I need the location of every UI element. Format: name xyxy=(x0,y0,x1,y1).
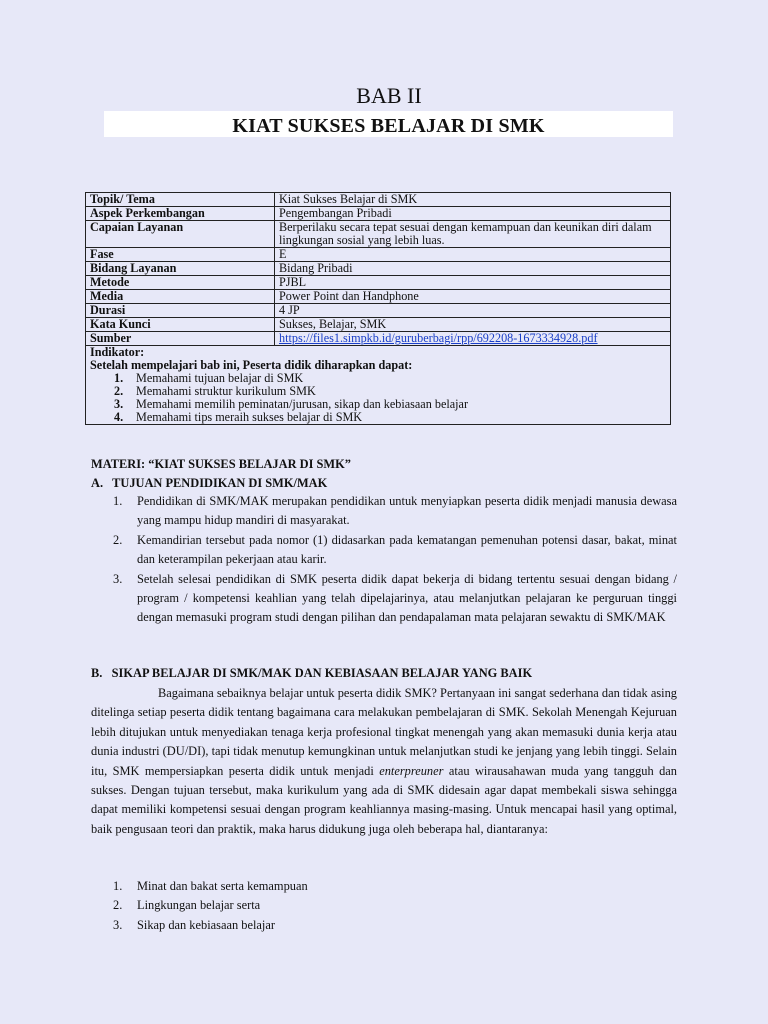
chapter-label: BAB II xyxy=(356,83,422,108)
source-link[interactable]: https://files1.simpkb.id/guruberbagi/rpp/692208-1673334928.pdf xyxy=(279,331,598,345)
materi-title: MATERI: “KIAT SUKSES BELAJAR DI SMK” xyxy=(91,457,351,471)
list-number: 4. xyxy=(114,410,124,424)
table-row xyxy=(86,207,671,221)
list-item xyxy=(91,492,677,531)
table-value: Berperilaku secara tepat sesuai dengan kemampuan dan keunikan diri dalam lingkungan sosial yang lebih luas. xyxy=(275,221,671,248)
list-text: Memahami tips meraih sukses belajar di SMK xyxy=(136,410,363,424)
table-row xyxy=(86,304,671,318)
list-text: Memahami memilih peminatan/jurusan, sikap dan kebiasaan belajar xyxy=(136,397,469,411)
section-b-heading: B. SIKAP BELAJAR DI SMK/MAK DAN KEBIASAAN BELAJAR YANG BAIK xyxy=(91,666,533,680)
info-table xyxy=(85,192,671,425)
table-row xyxy=(86,221,671,248)
list-number: 1. xyxy=(114,371,124,385)
table-value: Pengembangan Pribadi xyxy=(275,207,671,221)
table-value: Sukses, Belajar, SMK xyxy=(275,318,671,332)
table-row xyxy=(86,193,671,207)
table-key: Kata Kunci xyxy=(86,318,275,332)
paragraph-italic: enterpreuner xyxy=(379,763,444,778)
section-a-heading: A. TUJUAN PENDIDIKAN DI SMK/MAK xyxy=(91,476,328,490)
list-item xyxy=(91,896,677,915)
list-number: 1. xyxy=(113,494,123,508)
indikator-list xyxy=(90,372,666,424)
table-row xyxy=(86,276,671,290)
table-key: Durasi xyxy=(86,304,275,318)
list-number: 3. xyxy=(113,571,123,586)
list-item xyxy=(90,411,666,424)
section-b-paragraph xyxy=(91,684,677,839)
list-text: Lingkungan belajar serta xyxy=(137,898,261,913)
table-key: Sumber xyxy=(86,332,275,346)
section-a-list xyxy=(91,492,677,628)
table-row xyxy=(86,332,671,346)
list-number: 3. xyxy=(113,917,123,932)
table-key: Metode xyxy=(86,276,275,290)
table-value: Bidang Pribadi xyxy=(275,262,671,276)
chapter-title: KIAT SUKSES BELAJAR DI SMK xyxy=(104,111,673,137)
list-text: Memahami struktur kurikulum SMK xyxy=(136,384,316,398)
paragraph-text: Bagaimana sebaiknya belajar untuk peserta didik SMK? Pertanyaan ini sangat sederhana dan tidak asing ditelinga setiap peserta didik tentang bagaimana cara melakukan pembelajaran di SMK. Sekolah Menengah Kejuruan lebih ditujukan untuk menyediakan tenaga kerja profesional tingkat menengah yang akan memasuki dunia kerja atau dunia industri (DU/DI), tapi tidak menutup kemungkinan untuk melanjutkan studi ke jenjang yang lebih tinggi. Selain itu, SMK mempersiapkan peserta didik untuk menjadi xyxy=(91,686,677,778)
paragraph-text: atau wirausahawan muda yang tangguh dan sukses. Dengan tujuan tersebut, maka kurikulum yang ada di SMK didesain agar dapat membekali siswa sehingga dapat memiliki kompetensi sesuai dengan program keahliannya masing-masing. Untuk mencapai hasil yang optimal, baik pengusaan teori dan praktik, maka harus didukung juga oleh beberapa hal, diantaranya: xyxy=(91,763,677,836)
list-number: 2. xyxy=(114,384,124,398)
list-item xyxy=(91,916,677,935)
table-key: Media xyxy=(86,290,275,304)
indikator-cell xyxy=(86,346,671,425)
section-b-list xyxy=(91,877,677,935)
table-value: 4 JP xyxy=(275,304,671,318)
list-number: 1. xyxy=(113,879,123,893)
table-key: Bidang Layanan xyxy=(86,262,275,276)
table-row xyxy=(86,262,671,276)
indikator-label: Indikator: xyxy=(90,345,145,359)
table-row xyxy=(86,248,671,262)
list-number: 2. xyxy=(113,898,123,913)
table-key: Fase xyxy=(86,248,275,262)
indikator-intro: Setelah mempelajari bab ini, Peserta didik diharapkan dapat: xyxy=(90,358,413,372)
table-value xyxy=(275,332,671,346)
table-value: E xyxy=(275,248,671,262)
list-item xyxy=(91,877,677,896)
table-row xyxy=(86,318,671,332)
table-row xyxy=(86,290,671,304)
list-text: Sikap dan kebiasaan belajar xyxy=(137,917,275,932)
list-number: 3. xyxy=(114,397,124,411)
list-text: Minat dan bakat serta kemampuan xyxy=(137,879,308,893)
list-text: Kemandirian tersebut pada nomor (1) didasarkan pada kematangan pemenuhan potensi dasar, bakat, minat dan keterampilan pekerjaan atau karir. xyxy=(137,532,677,567)
list-number: 2. xyxy=(113,532,123,547)
list-text: Memahami tujuan belajar di SMK xyxy=(136,371,304,385)
table-key: Capaian Layanan xyxy=(86,221,275,248)
list-item xyxy=(91,531,677,570)
list-text: Pendidikan di SMK/MAK merupakan pendidikan untuk menyiapkan peserta didik menjadi manusia dewasa yang mampu hidup mandiri di masyarakat. xyxy=(137,494,677,528)
indikator-row xyxy=(86,346,671,425)
list-text: Setelah selesai pendidikan di SMK peserta didik dapat bekerja di bidang tertentu sesuai dengan bidang / program / kompetensi keahlian yang telah dipelajarinya, atau melanjutkan pelajaran ke perguruan tinggi dengan memasuki program studi dengan pilihan dan pendapalaman mata pelajaran sewaktu di SMK/MAK xyxy=(137,571,677,625)
table-value: PJBL xyxy=(275,276,671,290)
table-key: Topik/ Tema xyxy=(86,193,275,207)
table-value: Power Point dan Handphone xyxy=(275,290,671,304)
list-item xyxy=(91,570,677,628)
table-key: Aspek Perkembangan xyxy=(86,207,275,221)
table-value: Kiat Sukses Belajar di SMK xyxy=(275,193,671,207)
